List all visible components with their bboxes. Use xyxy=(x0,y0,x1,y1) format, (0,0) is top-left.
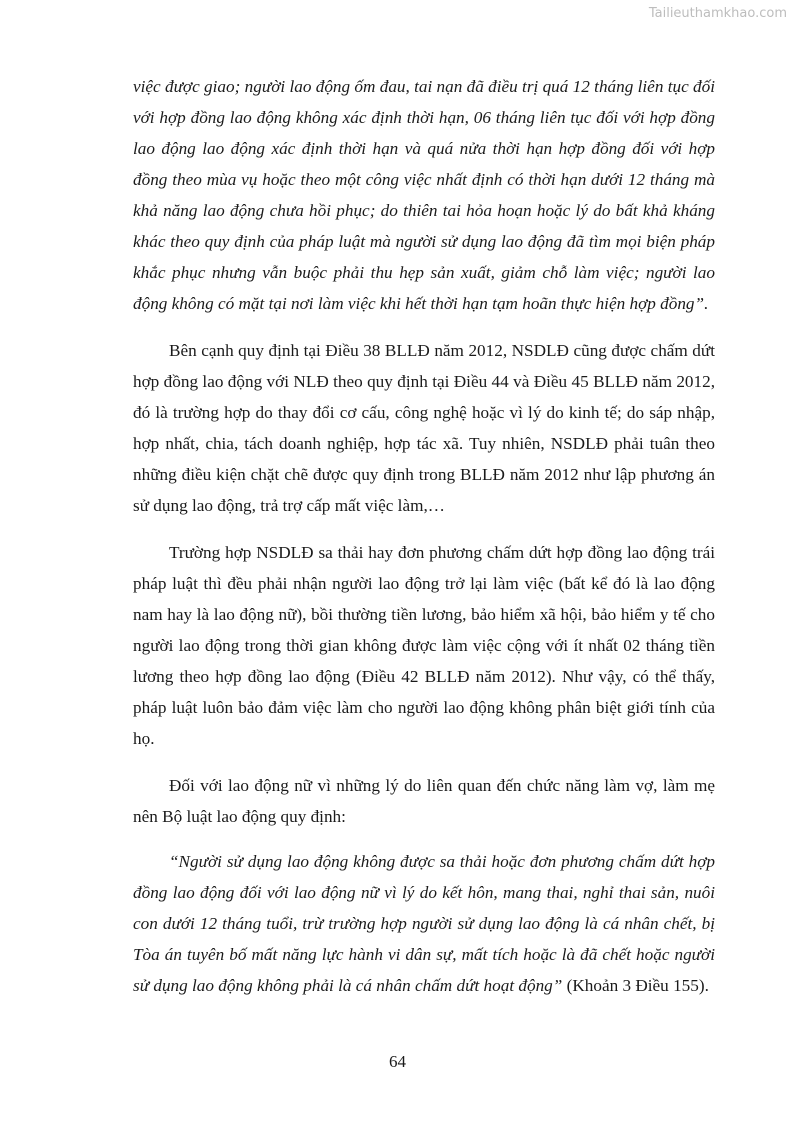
paragraph: Trường hợp NSDLĐ sa thải hay đơn phương chấm dứt hợp đồng lao động trái pháp luật thì đều phải nhận người lao động trở lại làm việc (bất kể đó là lao động nam hay là lao động nữ), bồi thường tiền lương, bảo hiểm xã hội, bảo hiểm y tế cho người lao động trong thời gian không được làm việc cộng với ít nhất 02 tháng tiền lương theo hợp đồng lao động (Điều 42 BLLĐ năm 2012). Như vậy, có thể thấy, pháp luật luôn bảo đảm việc làm cho người lao động không phân biệt giới tính của họ. xyxy=(133,543,715,748)
legal-quote-text: “Người sử dụng lao động không được sa thải hoặc đơn phương chấm dứt hợp đồng lao động đối với lao động nữ vì lý do kết hôn, mang thai, nghỉ thai sản, nuôi con dưới 12 tháng tuổi, trừ trường hợp người sử dụng lao động là cá nhân chết, bị Tòa án tuyên bố mất năng lực hành vi dân sự, mất tích hoặc là đã chết hoặc người sử dụng lao động không phải là cá nhân chấm dứt hoạt động” xyxy=(133,852,715,995)
body-text xyxy=(133,71,715,1001)
legal-quote xyxy=(133,846,715,1001)
paragraph: Bên cạnh quy định tại Điều 38 BLLĐ năm 2012, NSDLĐ cũng được chấm dứt hợp đồng lao động với NLĐ theo quy định tại Điều 44 và Điều 45 BLLĐ năm 2012, đó là trường hợp do thay đổi cơ cấu, công nghệ hoặc vì lý do kinh tế; do sáp nhập, hợp nhất, chia, tách doanh nghiệp, hợp tác xã. Tuy nhiên, NSDLĐ phải tuân theo những điều kiện chặt chẽ được quy định trong BLLĐ năm 2012 như lập phương án sử dụng lao động, trả trợ cấp mất việc làm,… xyxy=(133,341,715,515)
legal-quote-citation: (Khoản 3 Điều 155). xyxy=(566,976,709,995)
paragraph: Đối với lao động nữ vì những lý do liên quan đến chức năng làm vợ, làm mẹ nên Bộ luật lao động quy định: xyxy=(133,776,715,826)
page-number: 64 xyxy=(389,1052,406,1071)
quoted-paragraph-continued: việc được giao; người lao động ốm đau, tai nạn đã điều trị quá 12 tháng liên tục đối với hợp đồng lao động không xác định thời hạn, 06 tháng liên tục đối với hợp đồng lao động lao động xác định thời hạn và quá nửa thời hạn hợp đồng đối với hợp đồng theo mùa vụ hoặc theo một công việc nhất định có thời hạn dưới 12 tháng mà khả năng lao động chưa hồi phục; do thiên tai hỏa hoạn hoặc lý do bất khả kháng khác theo quy định của pháp luật mà người sử dụng lao động đã tìm mọi biện pháp khắc phục nhưng vẫn buộc phải thu hẹp sản xuất, giảm chỗ làm việc; người lao động không có mặt tại nơi làm việc khi hết thời hạn tạm hoãn thực hiện hợp đồng”. xyxy=(133,77,715,313)
watermark: Tailieuthamkhao.com xyxy=(648,6,787,21)
